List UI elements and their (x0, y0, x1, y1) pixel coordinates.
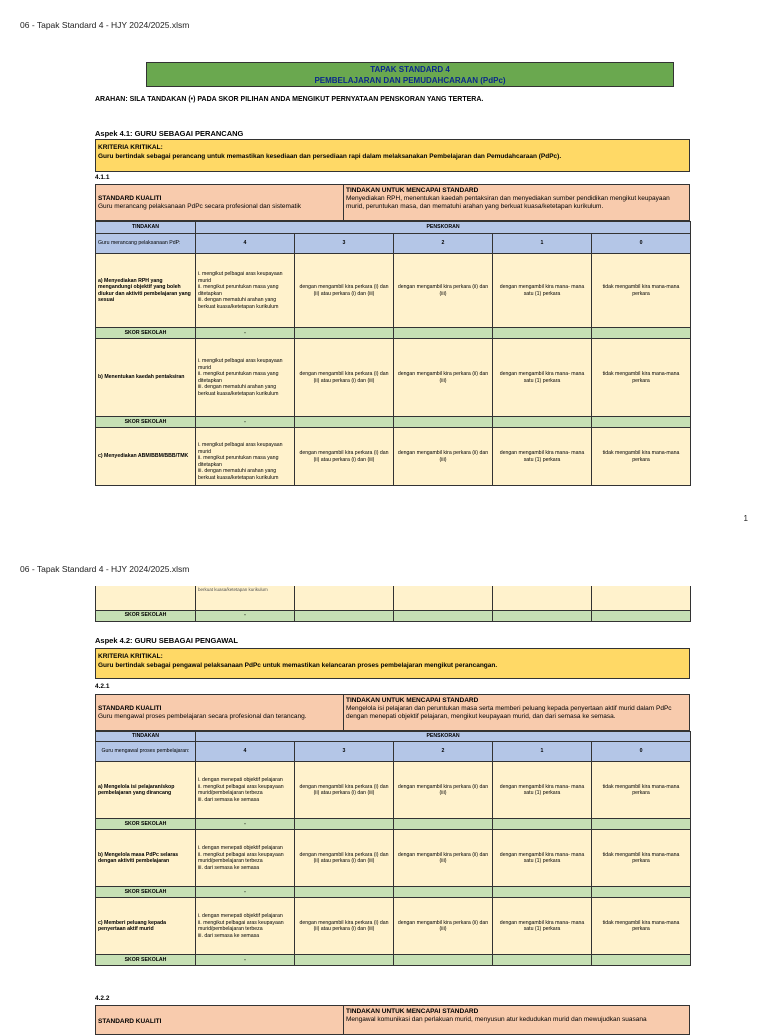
page-title (146, 62, 674, 87)
kritikal-text: Guru bertindak sebagai perancang untuk memastikan kesediaan dan persediaan rapi dalam melaksanakan Pembelajaran dan Pemudahcaraan (PdPc). (98, 153, 562, 160)
criteria-1-cell[interactable]: dengan mengambil kira mana- mana satu (1) perkara (493, 762, 592, 819)
col-tindakan: TINDAKAN (96, 222, 196, 234)
criteria-0-cell[interactable]: tidak mengambil kira mana-mana perkara (592, 428, 691, 486)
standard-kualiti-row (95, 694, 690, 731)
criteria-3-cell[interactable]: dengan mengambil kira perkara (i) dan (ii) atau perkara (i) dan (iii) (295, 830, 394, 887)
skor-empty (592, 819, 691, 830)
criteria-4-cell[interactable]: i. mengikut pelbagai aras keupayaan murid ii. mengikut peruntukan masa yang ditetapkan iii. dengan mematuhi arahan yang berkuat kuasa/ketetapan kurikulum (196, 339, 295, 417)
kritikal-label: KRITERIA KRITIKAL: (98, 653, 163, 660)
skor-sekolah-label: SKOR SEKOLAH (96, 417, 196, 428)
skor-empty (592, 887, 691, 898)
criteria-4-cell[interactable]: i. mengikut pelbagai aras keupayaan murid ii. mengikut peruntukan masa yang ditetapkan iii. dengan mematuhi arahan yang berkuat kuasa/ketetapan kurikulum (196, 254, 295, 328)
criteria-0-cell[interactable]: tidak mengambil kira mana-mana perkara (592, 898, 691, 955)
criteria-3-cell[interactable]: dengan mengambil kira perkara (i) dan (ii) atau perkara (i) dan (iii) (295, 898, 394, 955)
skor-empty (493, 417, 592, 428)
item-label: b) Menentukan kaedah pentaksiran (96, 339, 196, 417)
sk-text: Guru merancang pelaksanaan PdPc secara profesional dan sistematik (98, 202, 302, 210)
score-1: 1 (493, 742, 592, 762)
tindakan-text: Mengelola isi pelajaran dan peruntukan masa serta memberi peluang kepada penyertaan aktif murid dalam PdPc dengan menepati objektif pelajaran, mengikut keupayaan murid, dan dari semasa ke semasa. (346, 705, 672, 720)
criteria-0-cell[interactable]: tidak mengambil kira mana-mana perkara (592, 830, 691, 887)
skor-empty (493, 819, 592, 830)
item-label: b) Mengelola masa PdPc selaras dengan aktiviti pembelajaran (96, 830, 196, 887)
tindakan-cell (344, 1006, 689, 1034)
carry-cell (295, 586, 394, 610)
item-label: a) Menyediakan RPH yang mengandungi objektif yang boleh diukur dan aktiviti pembelajaran yang sesuai (96, 254, 196, 328)
criteria-1-cell[interactable]: dengan mengambil kira mana- mana satu (1) perkara (493, 428, 592, 486)
tindakan-text: Menyediakan RPH, menentukan kaedah pentaksiran dan menyediakan sumber pendidikan mengikut keupayaan murid, peruntukan masa, dan mematuhi arahan yang berkuat kuasa/ketetapan kurikulum. (346, 195, 670, 210)
criteria-2-cell[interactable]: dengan mengambil kira perkara (ii) dan (iii) (394, 339, 493, 417)
row-head: Guru merancang pelaksanaan PdP: (96, 234, 196, 254)
tindakan-label: TINDAKAN UNTUK MENCAPAI STANDARD (346, 697, 479, 704)
skor-empty (394, 887, 493, 898)
criteria-4-cell[interactable]: i. dengan menepati objektif pelajaran ii. mengikut pelbagai aras keupayaan murid/pembelajaran terbeza iii. dari semasa ke semasa (196, 762, 295, 819)
sk-label: STANDARD KUALITI (98, 1018, 162, 1025)
standard-kualiti-cell (96, 185, 344, 220)
score-3: 3 (295, 742, 394, 762)
carry-cell (96, 586, 196, 610)
skor-sekolah-label: SKOR SEKOLAH (96, 887, 196, 898)
criteria-2-cell[interactable]: dengan mengambil kira perkara (ii) dan (iii) (394, 428, 493, 486)
criteria-3-cell[interactable]: dengan mengambil kira perkara (i) dan (ii) atau perkara (i) dan (iii) (295, 339, 394, 417)
score-3: 3 (295, 234, 394, 254)
criteria-2-cell[interactable]: dengan mengambil kira perkara (ii) dan (iii) (394, 830, 493, 887)
criteria-4-cell[interactable]: i. mengikut pelbagai aras keupayaan murid ii. mengikut peruntukan masa yang ditetapkan iii. dengan mematuhi arahan yang berkuat kuasa/ketetapan kurikulum (196, 428, 295, 486)
col-penskoran: PENSKORAN (196, 732, 691, 742)
item-label: c) Memberi peluang kepada penyertaan aktif murid (96, 898, 196, 955)
section-number: 4.1.1 (95, 174, 110, 181)
aspek-heading: Aspek 4.2: GURU SEBAGAI PENGAWAL (95, 636, 238, 645)
criteria-1-cell[interactable]: dengan mengambil kira mana- mana satu (1) perkara (493, 339, 592, 417)
skor-empty (394, 819, 493, 830)
criteria-3-cell[interactable]: dengan mengambil kira perkara (i) dan (ii) atau perkara (i) dan (iii) (295, 762, 394, 819)
title-line-1: TAPAK STANDARD 4 (370, 65, 450, 74)
criteria-3-cell[interactable]: dengan mengambil kira perkara (i) dan (ii) atau perkara (i) dan (iii) (295, 254, 394, 328)
criteria-0-cell[interactable]: tidak mengambil kira mana-mana perkara (592, 339, 691, 417)
file-header: 06 - Tapak Standard 4 - HJY 2024/2025.xlsm (20, 20, 190, 30)
page-break (0, 488, 768, 558)
skor-empty (295, 610, 394, 621)
skor-empty (394, 328, 493, 339)
skor-sekolah-value[interactable]: - (196, 610, 295, 621)
skor-empty (394, 610, 493, 621)
page-number: 1 (743, 514, 748, 523)
criteria-1-cell[interactable]: dengan mengambil kira mana- mana satu (1) perkara (493, 830, 592, 887)
criteria-3-cell[interactable]: dengan mengambil kira perkara (i) dan (ii) atau perkara (i) dan (iii) (295, 428, 394, 486)
kriteria-kritikal-box (95, 139, 690, 172)
skor-empty (394, 955, 493, 966)
tindakan-cell (344, 185, 689, 220)
criteria-2-cell[interactable]: dengan mengambil kira perkara (ii) dan (iii) (394, 762, 493, 819)
skor-sekolah-value[interactable]: - (196, 819, 295, 830)
skor-empty (592, 417, 691, 428)
score-2: 2 (394, 234, 493, 254)
row-head: Guru mengawal proses pembelajaran: (96, 742, 196, 762)
tindakan-text: Mengawal komunikasi dan perlakuan murid, menyusun atur kedudukan murid dan mewujudkan suasana (346, 1016, 647, 1023)
skor-empty (295, 955, 394, 966)
sk-label: STANDARD KUALITI (98, 704, 162, 712)
tindakan-label: TINDAKAN UNTUK MENCAPAI STANDARD (346, 1008, 479, 1015)
criteria-1-cell[interactable]: dengan mengambil kira mana- mana satu (1) perkara (493, 254, 592, 328)
kritikal-label: KRITERIA KRITIKAL: (98, 144, 163, 151)
criteria-4-cell[interactable]: i. dengan menepati objektif pelajaran ii. mengikut pelbagai aras keupayaan murid/pembelajaran terbeza iii. dari semasa ke semasa (196, 830, 295, 887)
skor-sekolah-label: SKOR SEKOLAH (96, 819, 196, 830)
section-number: 4.2.2 (95, 995, 110, 1002)
carry-cell (592, 586, 691, 610)
criteria-4-cell[interactable]: i. dengan menepati objektif pelajaran ii. mengikut pelbagai aras keupayaan murid/pembelajaran terbeza iii. dari semasa ke semasa (196, 898, 295, 955)
instruction: ARAHAN: SILA TANDAKAN (•) PADA SKOR PILIHAN ANDA MENGIKUT PERNYATAAN PENSKORAN YANG TERTERA. (95, 96, 484, 103)
scoring-table-4-1-1 (95, 221, 691, 486)
kriteria-kritikal-box (95, 648, 690, 679)
skor-sekolah-value[interactable]: - (196, 887, 295, 898)
score-0: 0 (592, 234, 691, 254)
tindakan-label: TINDAKAN UNTUK MENCAPAI STANDARD (346, 187, 479, 194)
item-label: a) Mengelola isi pelajaran/skop pembelajaran yang dirancang (96, 762, 196, 819)
skor-sekolah-label: SKOR SEKOLAH (96, 610, 196, 621)
skor-empty (295, 417, 394, 428)
col-penskoran: PENSKORAN (196, 222, 691, 234)
score-2: 2 (394, 742, 493, 762)
criteria-2-cell[interactable]: dengan mengambil kira perkara (ii) dan (iii) (394, 898, 493, 955)
score-0: 0 (592, 742, 691, 762)
criteria-0-cell[interactable]: tidak mengambil kira mana-mana perkara (592, 762, 691, 819)
title-line-2: PEMBELAJARAN DAN PEMUDAHCARAAN (PdPc) (314, 76, 506, 85)
standard-kualiti-row (95, 184, 690, 221)
carry-text: berkuat kuasa/ketetapan kurikulum (196, 586, 295, 610)
score-4: 4 (196, 234, 295, 254)
carryover-table (95, 586, 691, 622)
criteria-0-cell[interactable]: tidak mengambil kira mana-mana perkara (592, 254, 691, 328)
score-1: 1 (493, 234, 592, 254)
skor-empty (295, 328, 394, 339)
skor-empty (493, 328, 592, 339)
skor-empty (295, 819, 394, 830)
item-label: c) Menyediakan ABM/BBM/BBB/TMK (96, 428, 196, 486)
skor-empty (493, 955, 592, 966)
file-header: 06 - Tapak Standard 4 - HJY 2024/2025.xlsm (20, 564, 190, 574)
skor-sekolah-value[interactable]: - (196, 955, 295, 966)
scoring-table-4-2-1 (95, 731, 691, 966)
skor-sekolah-value[interactable]: - (196, 417, 295, 428)
section-number: 4.2.1 (95, 683, 110, 690)
kritikal-text: Guru bertindak sebagai pengawal pelaksanaan PdPc untuk memastikan kelancaran proses pembelajaran mengikut perancangan. (98, 662, 498, 669)
sk-label: STANDARD KUALITI (98, 194, 162, 202)
skor-empty (592, 328, 691, 339)
aspek-heading: Aspek 4.1: GURU SEBAGAI PERANCANG (95, 129, 244, 138)
sk-text: Guru mengawal proses pembelajaran secara profesional dan terancang. (98, 712, 307, 720)
skor-empty (493, 887, 592, 898)
skor-sekolah-value[interactable]: - (196, 328, 295, 339)
skor-empty (295, 887, 394, 898)
skor-sekolah-label: SKOR SEKOLAH (96, 955, 196, 966)
standard-kualiti-cell (96, 1006, 344, 1034)
skor-sekolah-label: SKOR SEKOLAH (96, 328, 196, 339)
standard-kualiti-cell (96, 695, 344, 730)
carry-cell (394, 586, 493, 610)
skor-empty (394, 417, 493, 428)
col-tindakan: TINDAKAN (96, 732, 196, 742)
carry-cell (493, 586, 592, 610)
score-4: 4 (196, 742, 295, 762)
standard-kualiti-row (95, 1005, 690, 1035)
skor-empty (592, 610, 691, 621)
skor-empty (493, 610, 592, 621)
criteria-2-cell[interactable]: dengan mengambil kira perkara (ii) dan (iii) (394, 254, 493, 328)
criteria-1-cell[interactable]: dengan mengambil kira mana- mana satu (1) perkara (493, 898, 592, 955)
skor-empty (592, 955, 691, 966)
tindakan-cell (344, 695, 689, 730)
